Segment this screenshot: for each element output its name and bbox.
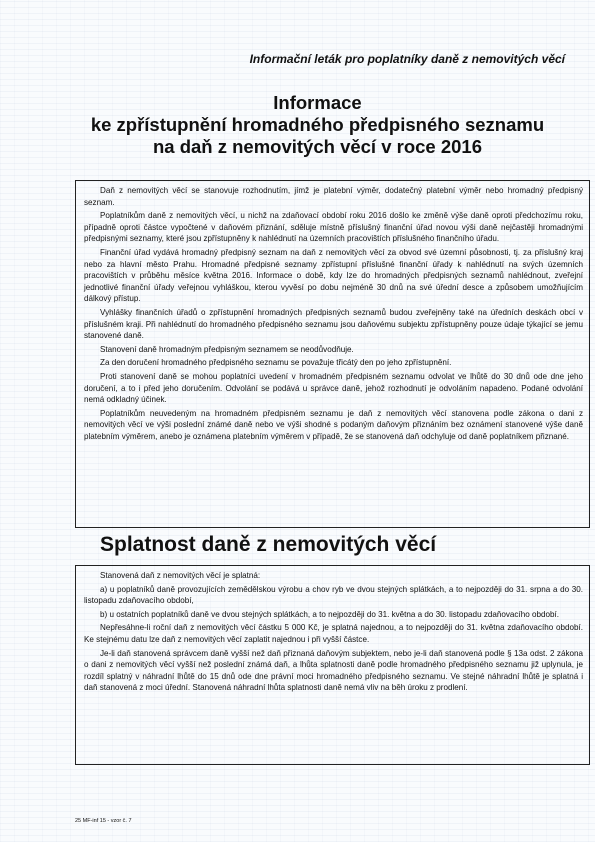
- information-box: [75, 180, 590, 528]
- form-code: 25 MF-inf 15 - vzor č. 7: [75, 818, 132, 824]
- paragraph: Proti stanovení daně se mohou poplatníci uvedení v hromadném předpisném seznamu odvolat ve lhůtě do 30 dnů ode dne jeho doručení, a to i před jeho doručením. Odvolání se podává u správce daně, jehož rozhodnutí je odvoláním napadeno. Podané odvolání nemá odkladný účinek.: [84, 371, 583, 405]
- paragraph: Stanovená daň z nemovitých věcí je splatná:: [100, 571, 261, 580]
- paragraph: Poplatníkům neuvedeným na hromadném předpisném seznamu je daň z nemovitých věcí stanovena podle zákona o dani z nemovitých věcí ve výši poslední známé daně nebo ve výši shodné s podaným daňovým přiznáním bez oznámení stanovené výše daně platebním výměrem, anebo je oznámena platebním výměrem v případě, že se stanovená daň odchyluje od daně poplatníkem přiznané.: [84, 408, 583, 441]
- page-title: [40, 92, 595, 158]
- paragraph: Daň z nemovitých věcí se stanovuje rozhodnutím, jímž je platební výměr, dodatečný platební výměr nebo hromadný předpisný seznam.: [84, 186, 583, 207]
- paragraph: Je-li daň stanovená správcem daně vyšší než daň přiznaná daňovým subjektem, nebo je-li daň stanovená podle § 13a odst. 2 zákona o dani z nemovitých věcí vyšší než poslední známá daň, a lhůta splatnosti daně podle hromadného předpisného seznamu již uplynula, je rozdíl splatný v náhradní lhůtě do 15 dnů ode dne právní moci hromadného předpisného seznamu. Ve stejné náhradní lhůtě je splatná i daň stanovená z moci úřední. Stanovená náhradní lhůta splatnosti daně nemá vliv na běh úroku z prodlení.: [84, 648, 583, 693]
- paragraph: Vyhlášky finančních úřadů o zpřístupnění hromadných předpisných seznamů budou zveřejněny také na úředních deskách obcí v příslušném kraji. Při nahlédnutí do hromadného předpisného seznamu jsou daňovému subjektu zpřístupněny pouze údaje týkající se jemu stanovené daně.: [84, 307, 583, 341]
- paragraph: Stanovení daně hromadným předpisným seznamem se neodůvodňuje.: [100, 344, 354, 354]
- title-line-3: na daň z nemovitých věcí v roce 2016: [152, 136, 483, 157]
- due-date-box: [75, 565, 590, 765]
- paragraph: Za den doručení hromadného předpisného seznamu se považuje třicátý den po jeho zpřístupnění.: [100, 358, 452, 368]
- leaflet-header: Informační leták pro poplatníky daně z nemovitých věcí: [249, 52, 565, 66]
- title-line-2: ke zpřístupnění hromadného předpisného seznamu: [90, 114, 545, 135]
- paragraph: Poplatníkům daně z nemovitých věcí, u nichž na zdaňovací období roku 2016 došlo ke změně výše daně oproti předchozímu roku, případně oproti částce vypočtené v daňovém přiznání, sděluje místně příslušný finanční úřad novou výši daně nejčastěji hromadnými předpisnými seznamy, které jsou zpřístupněny k nahlédnutí na územních pracovištích příslušného finančního úřadu.: [84, 211, 583, 244]
- paragraph: a) u poplatníků daně provozujících zemědělskou výrobu a chov ryb ve dvou stejných splátkách, a to nejpozději do 31. srpna a do 30. listopadu zdaňovacího období,: [84, 584, 583, 606]
- paragraph: Nepřesáhne-li roční daň z nemovitých věcí částku 5 000 Kč, je splatná najednou, a to nejpozději do 31. května zdaňovacího období. Ke stejnému datu lze daň z nemovitých věcí zaplatit najednou i při vyšší částce.: [84, 623, 583, 644]
- section-heading: Splatnost daně z nemovitých věcí: [100, 533, 437, 556]
- title-line-1: Informace: [273, 92, 362, 113]
- paragraph: b) u ostatních poplatníků daně ve dvou stejných splátkách, a to nejpozději do 31. května a do 30. listopadu zdaňovacího období.: [100, 609, 559, 619]
- paragraph: Finanční úřad vydává hromadný předpisný seznam na daň z nemovitých věcí za obvod své územní působnosti, tj. za příslušný kraj nebo za hlavní město Prahu. Hromadné předpisné seznamy zpřístupní příslušné finanční úřady k nahlédnutí na svých územních pracovištích v průběhu měsíce května 2016. Informace o době, kdy lze do hromadných předpisných seznamů nahlédnout, zveřejní jednotlivé finanční úřady veřejnou vyhláškou, kterou vyvěsí po dobu nejméně 30 dnů na své úřední desce a způsobem umožňujícím dálkový přístup.: [84, 247, 583, 304]
